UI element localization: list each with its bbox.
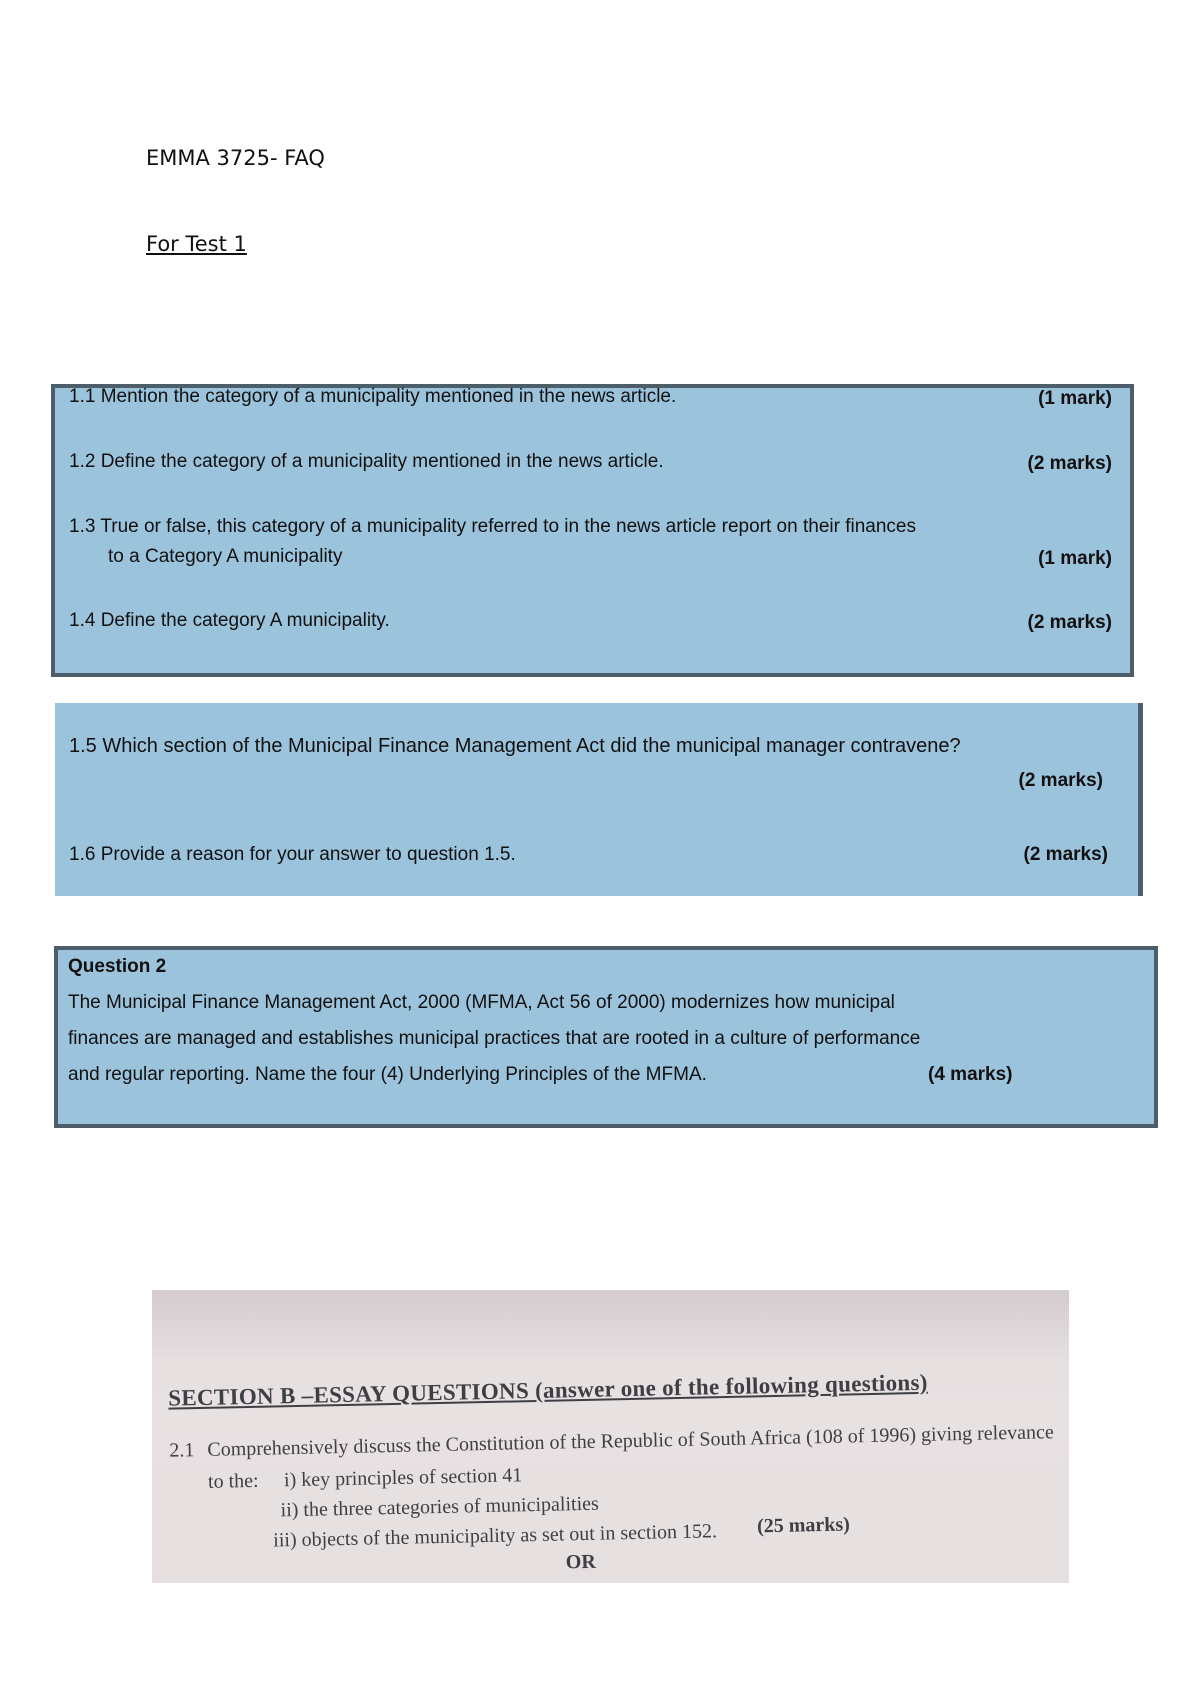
document-subtitle: For Test 1 (146, 232, 247, 256)
question-1-5-text: 1.5 Which section of the Municipal Finance Management Act did the municipal manager contravene? (69, 735, 961, 757)
question-2-1-item-iii: iii) objects of the municipality as set out in section 152. (273, 1520, 718, 1552)
question-2-1-text: Comprehensively discuss the Constitution of the Republic of South Africa (108 of 1996) giving relevance (207, 1421, 1054, 1461)
question-1-4-marks: (2 marks) (1027, 612, 1112, 633)
document-title: EMMA 3725- FAQ (146, 146, 325, 170)
question-2-1-item-ii: ii) the three categories of municipalities (280, 1492, 600, 1522)
question-1-3-text-continued: to a Category A municipality (108, 546, 343, 567)
question-1-4-text: 1.4 Define the category A municipality. (69, 610, 390, 631)
question-1-1-text: 1.1 Mention the category of a municipality mentioned in the news article. (69, 386, 677, 407)
question-1-5-marks: (2 marks) (1018, 770, 1103, 791)
question-2-line-2: finances are managed and establishes municipal practices that are rooted in a culture of performance (68, 1028, 921, 1049)
question-2-line-1: The Municipal Finance Management Act, 2000 (MFMA, Act 56 of 2000) modernizes how municipal (68, 992, 895, 1013)
question-1-3-marks: (1 mark) (1038, 548, 1112, 569)
question-box-1 (51, 384, 1134, 677)
question-2-1-number: 2.1 (169, 1439, 195, 1462)
question-2-1-marks: (25 marks) (756, 1513, 851, 1538)
question-2-1-to-the: to the: (207, 1469, 259, 1493)
question-1-2-text: 1.2 Define the category of a municipality mentioned in the news article. (69, 451, 664, 472)
question-1-2-marks: (2 marks) (1027, 453, 1112, 474)
question-box-2-mfma (54, 946, 1158, 1128)
question-1-6-marks: (2 marks) (1023, 844, 1108, 865)
question-box-2 (55, 703, 1143, 896)
question-1-1-marks: (1 mark) (1038, 388, 1112, 409)
question-1-6-text: 1.6 Provide a reason for your answer to question 1.5. (69, 844, 516, 865)
section-b-title: SECTION B –ESSAY QUESTIONS (answer one of the following questions) (168, 1369, 928, 1411)
question-2-line-3: and regular reporting. Name the four (4) Underlying Principles of the MFMA. (68, 1064, 707, 1085)
question-2-1-item-i: i) key principles of section 41 (283, 1464, 523, 1492)
question-1-3-text: 1.3 True or false, this category of a municipality referred to in the news article report on their finances (69, 516, 916, 537)
question-2-marks: (4 marks) (928, 1064, 1013, 1085)
or-separator: OR (565, 1550, 597, 1574)
question-2-heading: Question 2 (68, 956, 167, 977)
scanned-exam-excerpt (152, 1290, 1069, 1583)
